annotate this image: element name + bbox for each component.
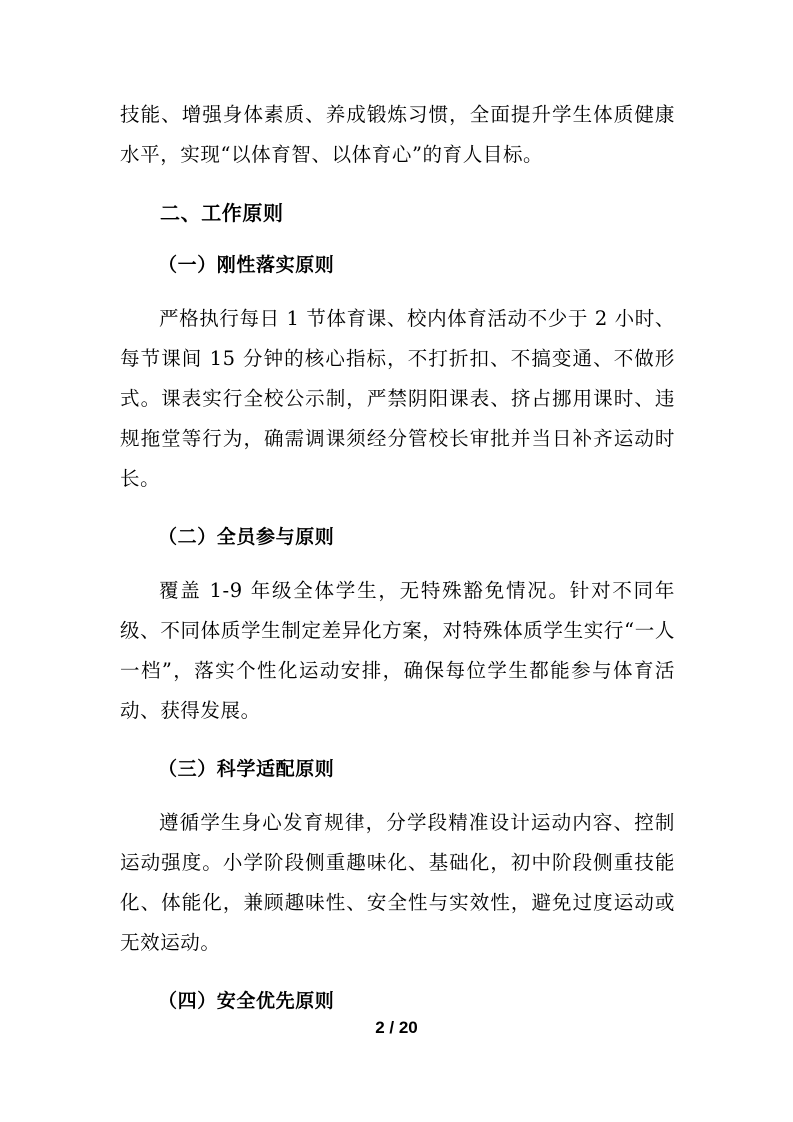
document-body [120,95,675,1035]
page-number: 2 / 20 [375,1018,418,1037]
intro-paragraph: 技能、增强身体素质、养成锻炼习惯，全面提升学生体质健康水平，实现“以体育智、以体育心”的育人目标。 [120,103,675,166]
section-heading: 二、工作原则 [160,201,284,225]
principle-heading-2: （二）全员参与原则 [158,526,335,548]
principle-paragraph-2: 覆盖 1-9 年级全体学生，无特殊豁免情况。针对不同年级、不同体质学生制定差异化方案，对特殊体质学生实行“一人一档”，落实个性化运动安排，确保每位学生都能参与体育活动、获得发展。 [120,579,675,722]
principle-heading-4: （四）安全优先原则 [158,990,335,1012]
principle-paragraph-1: 严格执行每日 1 节体育课、校内体育活动不少于 2 小时、每节课间 15 分钟的核心指标，不打折扣、不搞变通、不做形式。课表实行全校公示制，严禁阴阳课表、挤占挪用课时、违规拖堂等行为，确需调课须经分管校长审批并当日补齐运动时长。 [120,307,675,490]
principle-heading-1: （一）刚性落实原则 [158,254,335,276]
principle-heading-3: （三）科学适配原则 [158,758,335,780]
principle-paragraph-3: 遵循学生身心发育规律，分学段精准设计运动内容、控制运动强度。小学阶段侧重趣味化、基础化，初中阶段侧重技能化、体能化，兼顾趣味性、安全性与实效性，避免过度运动或无效运动。 [120,811,675,954]
